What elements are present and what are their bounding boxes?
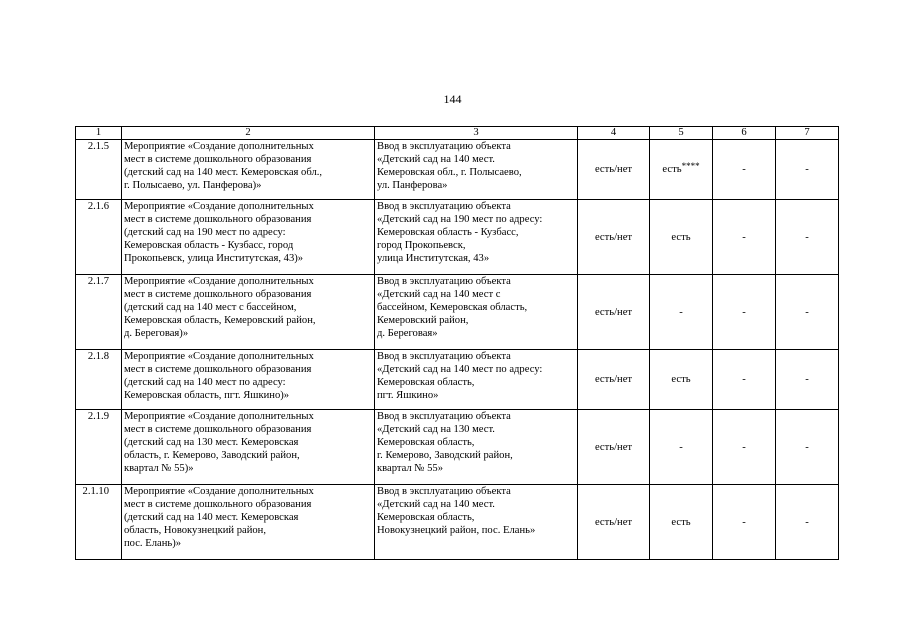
event-description-line: мест в системе дошкольного образования	[124, 154, 312, 165]
indicator-description-line: Ввод в эксплуатацию объекта	[377, 141, 511, 152]
unit-cell	[578, 200, 650, 275]
row-number-cell	[76, 140, 122, 200]
event-description-cell	[122, 350, 375, 410]
value-6: -	[742, 306, 746, 318]
indicator-description-line: «Детский сад на 140 мест.	[377, 499, 495, 510]
table-header-row	[76, 127, 839, 140]
header-cell-5: 5	[650, 127, 713, 140]
table-row	[76, 200, 839, 275]
unit-value: есть/нет	[594, 374, 633, 385]
indicator-description-line: пгт. Яшкино»	[377, 390, 439, 401]
unit-value: есть/нет	[594, 164, 633, 175]
table-row	[76, 275, 839, 350]
unit-value: есть/нет	[594, 516, 633, 528]
unit-cell	[578, 410, 650, 485]
header-cell-1: 1	[76, 127, 122, 140]
row-number: 2.1.6	[87, 201, 109, 212]
value-6: -	[742, 516, 746, 528]
value-cell-6	[713, 350, 776, 410]
value-cell-5	[650, 140, 713, 200]
value-7: -	[805, 374, 809, 385]
row-number-cell	[76, 200, 122, 275]
indicator-description-line: «Детский сад на 140 мест с	[377, 289, 501, 300]
page-number: 144	[443, 92, 462, 106]
value-cell-5	[650, 275, 713, 350]
indicator-description-line: Новокузнецкий район, пос. Елань»	[377, 525, 536, 536]
header-cell-6: 6	[713, 127, 776, 140]
indicator-description-line: г. Кемерово, Заводский район,	[377, 450, 513, 461]
indicator-description-cell	[375, 350, 578, 410]
indicator-description-line: Ввод в эксплуатацию объекта	[377, 411, 511, 422]
indicator-description-line: «Детский сад на 140 мест по адресу:	[377, 364, 543, 375]
event-description-line: Мероприятие «Создание дополнительных	[124, 486, 314, 497]
unit-cell	[578, 350, 650, 410]
event-description-line: мест в системе дошкольного образования	[124, 289, 312, 300]
event-description-line: мест в системе дошкольного образования	[124, 214, 312, 225]
value-cell-7	[776, 200, 839, 275]
value-5: есть	[671, 374, 691, 385]
event-description-line: пос. Елань)»	[124, 538, 182, 549]
indicator-description-line: Кемеровская область,	[377, 377, 475, 388]
event-description-cell	[122, 200, 375, 275]
event-description-line: Кемеровская область, пгт. Яшкино)»	[124, 390, 290, 401]
value-7: -	[805, 231, 809, 243]
indicator-description-line: Ввод в эксплуатацию объекта	[377, 486, 511, 497]
indicator-description-line: бассейном, Кемеровская область,	[377, 302, 528, 313]
indicator-description-line: Кемеровская область - Кузбасс,	[377, 227, 519, 238]
header-cell-2: 2	[122, 127, 375, 140]
event-description-line: (детский сад на 140 мест. Кемеровская обл.,	[124, 167, 323, 178]
indicator-description-line: ул. Панферова»	[377, 180, 448, 191]
indicator-description-line: Кемеровская область,	[377, 437, 475, 448]
value-6: -	[742, 231, 746, 243]
unit-cell	[578, 275, 650, 350]
event-description-line: Кемеровская область, Кемеровский район,	[124, 315, 316, 326]
indicator-description-cell	[375, 200, 578, 275]
indicators-table	[75, 126, 839, 560]
value-cell-7	[776, 275, 839, 350]
value-cell-6	[713, 200, 776, 275]
table-row	[76, 350, 839, 410]
unit-value: есть/нет	[594, 441, 633, 453]
event-description-line: Мероприятие «Создание дополнительных	[124, 276, 314, 287]
event-description-cell	[122, 410, 375, 485]
event-description-line: Кемеровская область - Кузбасс, город	[124, 240, 294, 251]
event-description-line: Мероприятие «Создание дополнительных	[124, 411, 314, 422]
value-cell-6	[713, 410, 776, 485]
row-number-cell	[76, 350, 122, 410]
event-description-line: Мероприятие «Создание дополнительных	[124, 141, 314, 152]
value-cell-7	[776, 410, 839, 485]
table-row	[76, 485, 839, 560]
indicator-description-line: квартал № 55»	[377, 463, 444, 474]
header-cell-4: 4	[578, 127, 650, 140]
event-description-cell	[122, 485, 375, 560]
indicator-description-line: Ввод в эксплуатацию объекта	[377, 351, 511, 362]
table-row	[76, 140, 839, 200]
value-cell-7	[776, 140, 839, 200]
row-number: 2.1.7	[87, 276, 109, 287]
row-number: 2.1.9	[87, 411, 109, 422]
event-description-line: Прокопьевск, улица Институтская, 43)»	[124, 253, 304, 264]
indicator-description-line: Кемеровская обл., г. Полысаево,	[377, 167, 522, 178]
value-7: -	[805, 516, 809, 528]
value-cell-7	[776, 485, 839, 560]
indicator-description-line: Кемеровский район,	[377, 315, 469, 326]
value-cell-5	[650, 200, 713, 275]
indicator-description-line: «Детский сад на 190 мест по адресу:	[377, 214, 543, 225]
event-description-line: Мероприятие «Создание дополнительных	[124, 351, 314, 362]
value-5: есть	[671, 516, 691, 528]
value-6: -	[742, 164, 746, 175]
indicator-description-line: город Прокопьевск,	[377, 240, 466, 251]
event-description-line: (детский сад на 130 мест. Кемеровская	[124, 437, 299, 448]
event-description-line: мест в системе дошкольного образования	[124, 424, 312, 435]
footnote-mark: ****	[681, 161, 700, 171]
event-description-line: область, г. Кемерово, Заводский район,	[124, 450, 300, 461]
value-cell-6	[713, 485, 776, 560]
indicator-description-cell	[375, 410, 578, 485]
indicator-description-line: улица Институтская, 43»	[377, 253, 490, 264]
event-description-cell	[122, 140, 375, 200]
value-cell-6	[713, 275, 776, 350]
header-cell-3: 3	[375, 127, 578, 140]
event-description-line: область, Новокузнецкий район,	[124, 525, 266, 536]
event-description-line: мест в системе дошкольного образования	[124, 364, 312, 375]
header-cell-7: 7	[776, 127, 839, 140]
value-7: -	[805, 441, 809, 453]
row-number-cell	[76, 275, 122, 350]
value-5: есть	[671, 231, 691, 243]
row-number-cell	[76, 410, 122, 485]
event-description-cell	[122, 275, 375, 350]
value-5: есть	[662, 164, 682, 175]
event-description-line: мест в системе дошкольного образования	[124, 499, 312, 510]
event-description-line: д. Береговая)»	[124, 328, 189, 339]
value-6: -	[742, 374, 746, 385]
event-description-line: (детский сад на 140 мест с бассейном,	[124, 302, 297, 313]
value-cell-7	[776, 350, 839, 410]
row-number: 2.1.8	[87, 351, 109, 362]
value-7: -	[805, 164, 809, 175]
indicator-description-line: д. Береговая»	[377, 328, 438, 339]
value-6: -	[742, 441, 746, 453]
indicator-description-line: Ввод в эксплуатацию объекта	[377, 201, 511, 212]
indicator-description-line: «Детский сад на 140 мест.	[377, 154, 495, 165]
unit-cell	[578, 140, 650, 200]
value-7: -	[805, 306, 809, 318]
value-cell-6	[713, 140, 776, 200]
row-number: 2.1.10	[82, 486, 109, 497]
event-description-line: Мероприятие «Создание дополнительных	[124, 201, 314, 212]
value-cell-5	[650, 410, 713, 485]
row-number-cell	[76, 485, 122, 560]
event-description-line: (детский сад на 140 мест по адресу:	[124, 377, 286, 388]
row-number: 2.1.5	[87, 141, 109, 152]
event-description-line: г. Полысаево, ул. Панферова)»	[124, 180, 262, 191]
indicator-description-line: Кемеровская область,	[377, 512, 475, 523]
indicator-description-line: Ввод в эксплуатацию объекта	[377, 276, 511, 287]
event-description-line: (детский сад на 140 мест. Кемеровская	[124, 512, 299, 523]
indicator-description-line: «Детский сад на 130 мест.	[377, 424, 495, 435]
table-row	[76, 410, 839, 485]
unit-value: есть/нет	[594, 306, 633, 318]
value-cell-5	[650, 485, 713, 560]
unit-cell	[578, 485, 650, 560]
event-description-line: (детский сад на 190 мест по адресу:	[124, 227, 286, 238]
unit-value: есть/нет	[594, 231, 633, 243]
value-cell-5	[650, 350, 713, 410]
indicator-description-cell	[375, 275, 578, 350]
value-5: -	[679, 306, 683, 318]
event-description-line: квартал № 55)»	[124, 463, 194, 474]
indicator-description-cell	[375, 140, 578, 200]
value-5: -	[679, 441, 683, 453]
indicator-description-cell	[375, 485, 578, 560]
